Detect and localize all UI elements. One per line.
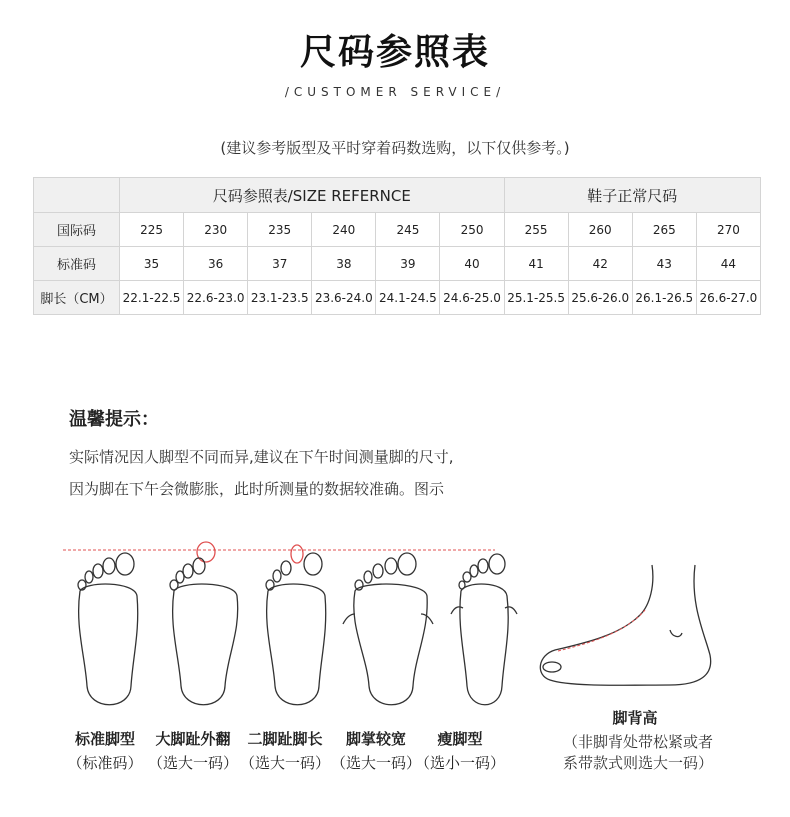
page-title: 尺码参照表	[299, 32, 490, 73]
foot-type-name: 大脚趾外翻	[155, 730, 231, 748]
table-cell: 26.1-26.5	[632, 281, 696, 315]
table-row	[34, 213, 761, 247]
table-cell: 235	[248, 213, 312, 247]
table-cell: 37	[248, 247, 312, 281]
table-cell: 250	[440, 213, 504, 247]
tips-line: 因为脚在下午会微膨胀，此时所测量的数据较准确。图示	[69, 480, 445, 498]
page-subtitle: /CUSTOMER SERVICE/	[284, 85, 506, 99]
table-header-main: 尺码参照表/SIZE REFERNCE	[120, 178, 505, 213]
table-cell: 35	[120, 247, 184, 281]
table-cell: 240	[312, 213, 376, 247]
tips-line: 实际情况因人脚型不同而异,建议在下午时间测量脚的尺寸,	[69, 448, 454, 466]
table-header-side: 鞋子正常尺码	[504, 178, 760, 213]
foot-standard-icon	[78, 553, 138, 705]
table-cell: 22.6-23.0	[184, 281, 248, 315]
foot-type-advice: （选大一码）	[239, 754, 330, 772]
table-cell: 42	[568, 247, 632, 281]
table-cell: 41	[504, 247, 568, 281]
foot-type-name: 标准脚型	[74, 730, 135, 748]
table-cell: 38	[312, 247, 376, 281]
table-cell: 25.6-26.0	[568, 281, 632, 315]
size-chart-table	[33, 177, 761, 315]
table-cell: 24.6-25.0	[440, 281, 504, 315]
table-cell: 26.6-27.0	[696, 281, 760, 315]
foot-type-advice: （选大一码）	[147, 754, 238, 772]
instep-advice: 系带款式则选大一码）	[562, 754, 713, 772]
foot-type-name: 脚掌较宽	[345, 730, 406, 748]
foot-long-second-toe-icon	[266, 545, 326, 705]
foot-type-name: 二脚趾脚长	[247, 730, 323, 748]
tips-title: 温馨提示：	[69, 409, 159, 430]
foot-type-advice: （标准码）	[67, 754, 143, 772]
foot-bunion-icon	[170, 542, 238, 705]
table-cell: 255	[504, 213, 568, 247]
table-cell: 260	[568, 213, 632, 247]
table-header-row	[34, 178, 761, 213]
row-label: 国际码	[34, 213, 120, 247]
table-cell: 225	[120, 213, 184, 247]
table-cell: 44	[696, 247, 760, 281]
foot-type-illustrations	[55, 536, 525, 716]
table-cell: 270	[696, 213, 760, 247]
table-row	[34, 281, 761, 315]
reference-note: (建议参考版型及平时穿着码数选购，以下仅供参考。)	[220, 139, 570, 157]
foot-type-advice: （选大一码）	[330, 754, 421, 772]
table-cell: 25.1-25.5	[504, 281, 568, 315]
table-cell: 24.1-24.5	[376, 281, 440, 315]
instep-advice: （非脚背处带松紧或者	[562, 733, 713, 751]
table-cell: 39	[376, 247, 440, 281]
foot-instep-icon	[530, 555, 730, 695]
table-cell: 43	[632, 247, 696, 281]
foot-wide-icon	[343, 553, 433, 705]
header-blank-cell	[34, 178, 120, 213]
table-cell: 23.6-24.0	[312, 281, 376, 315]
table-cell: 230	[184, 213, 248, 247]
instep-name: 脚背高	[612, 709, 658, 727]
foot-type-advice: （选小一码）	[414, 754, 505, 772]
row-label: 脚长（CM）	[34, 281, 120, 315]
table-cell: 23.1-23.5	[248, 281, 312, 315]
foot-narrow-icon	[451, 554, 517, 705]
table-cell: 36	[184, 247, 248, 281]
table-cell: 40	[440, 247, 504, 281]
table-cell: 22.1-22.5	[120, 281, 184, 315]
table-row	[34, 247, 761, 281]
table-cell: 245	[376, 213, 440, 247]
foot-type-name: 瘦脚型	[437, 730, 483, 748]
row-label: 标准码	[34, 247, 120, 281]
table-cell: 265	[632, 213, 696, 247]
